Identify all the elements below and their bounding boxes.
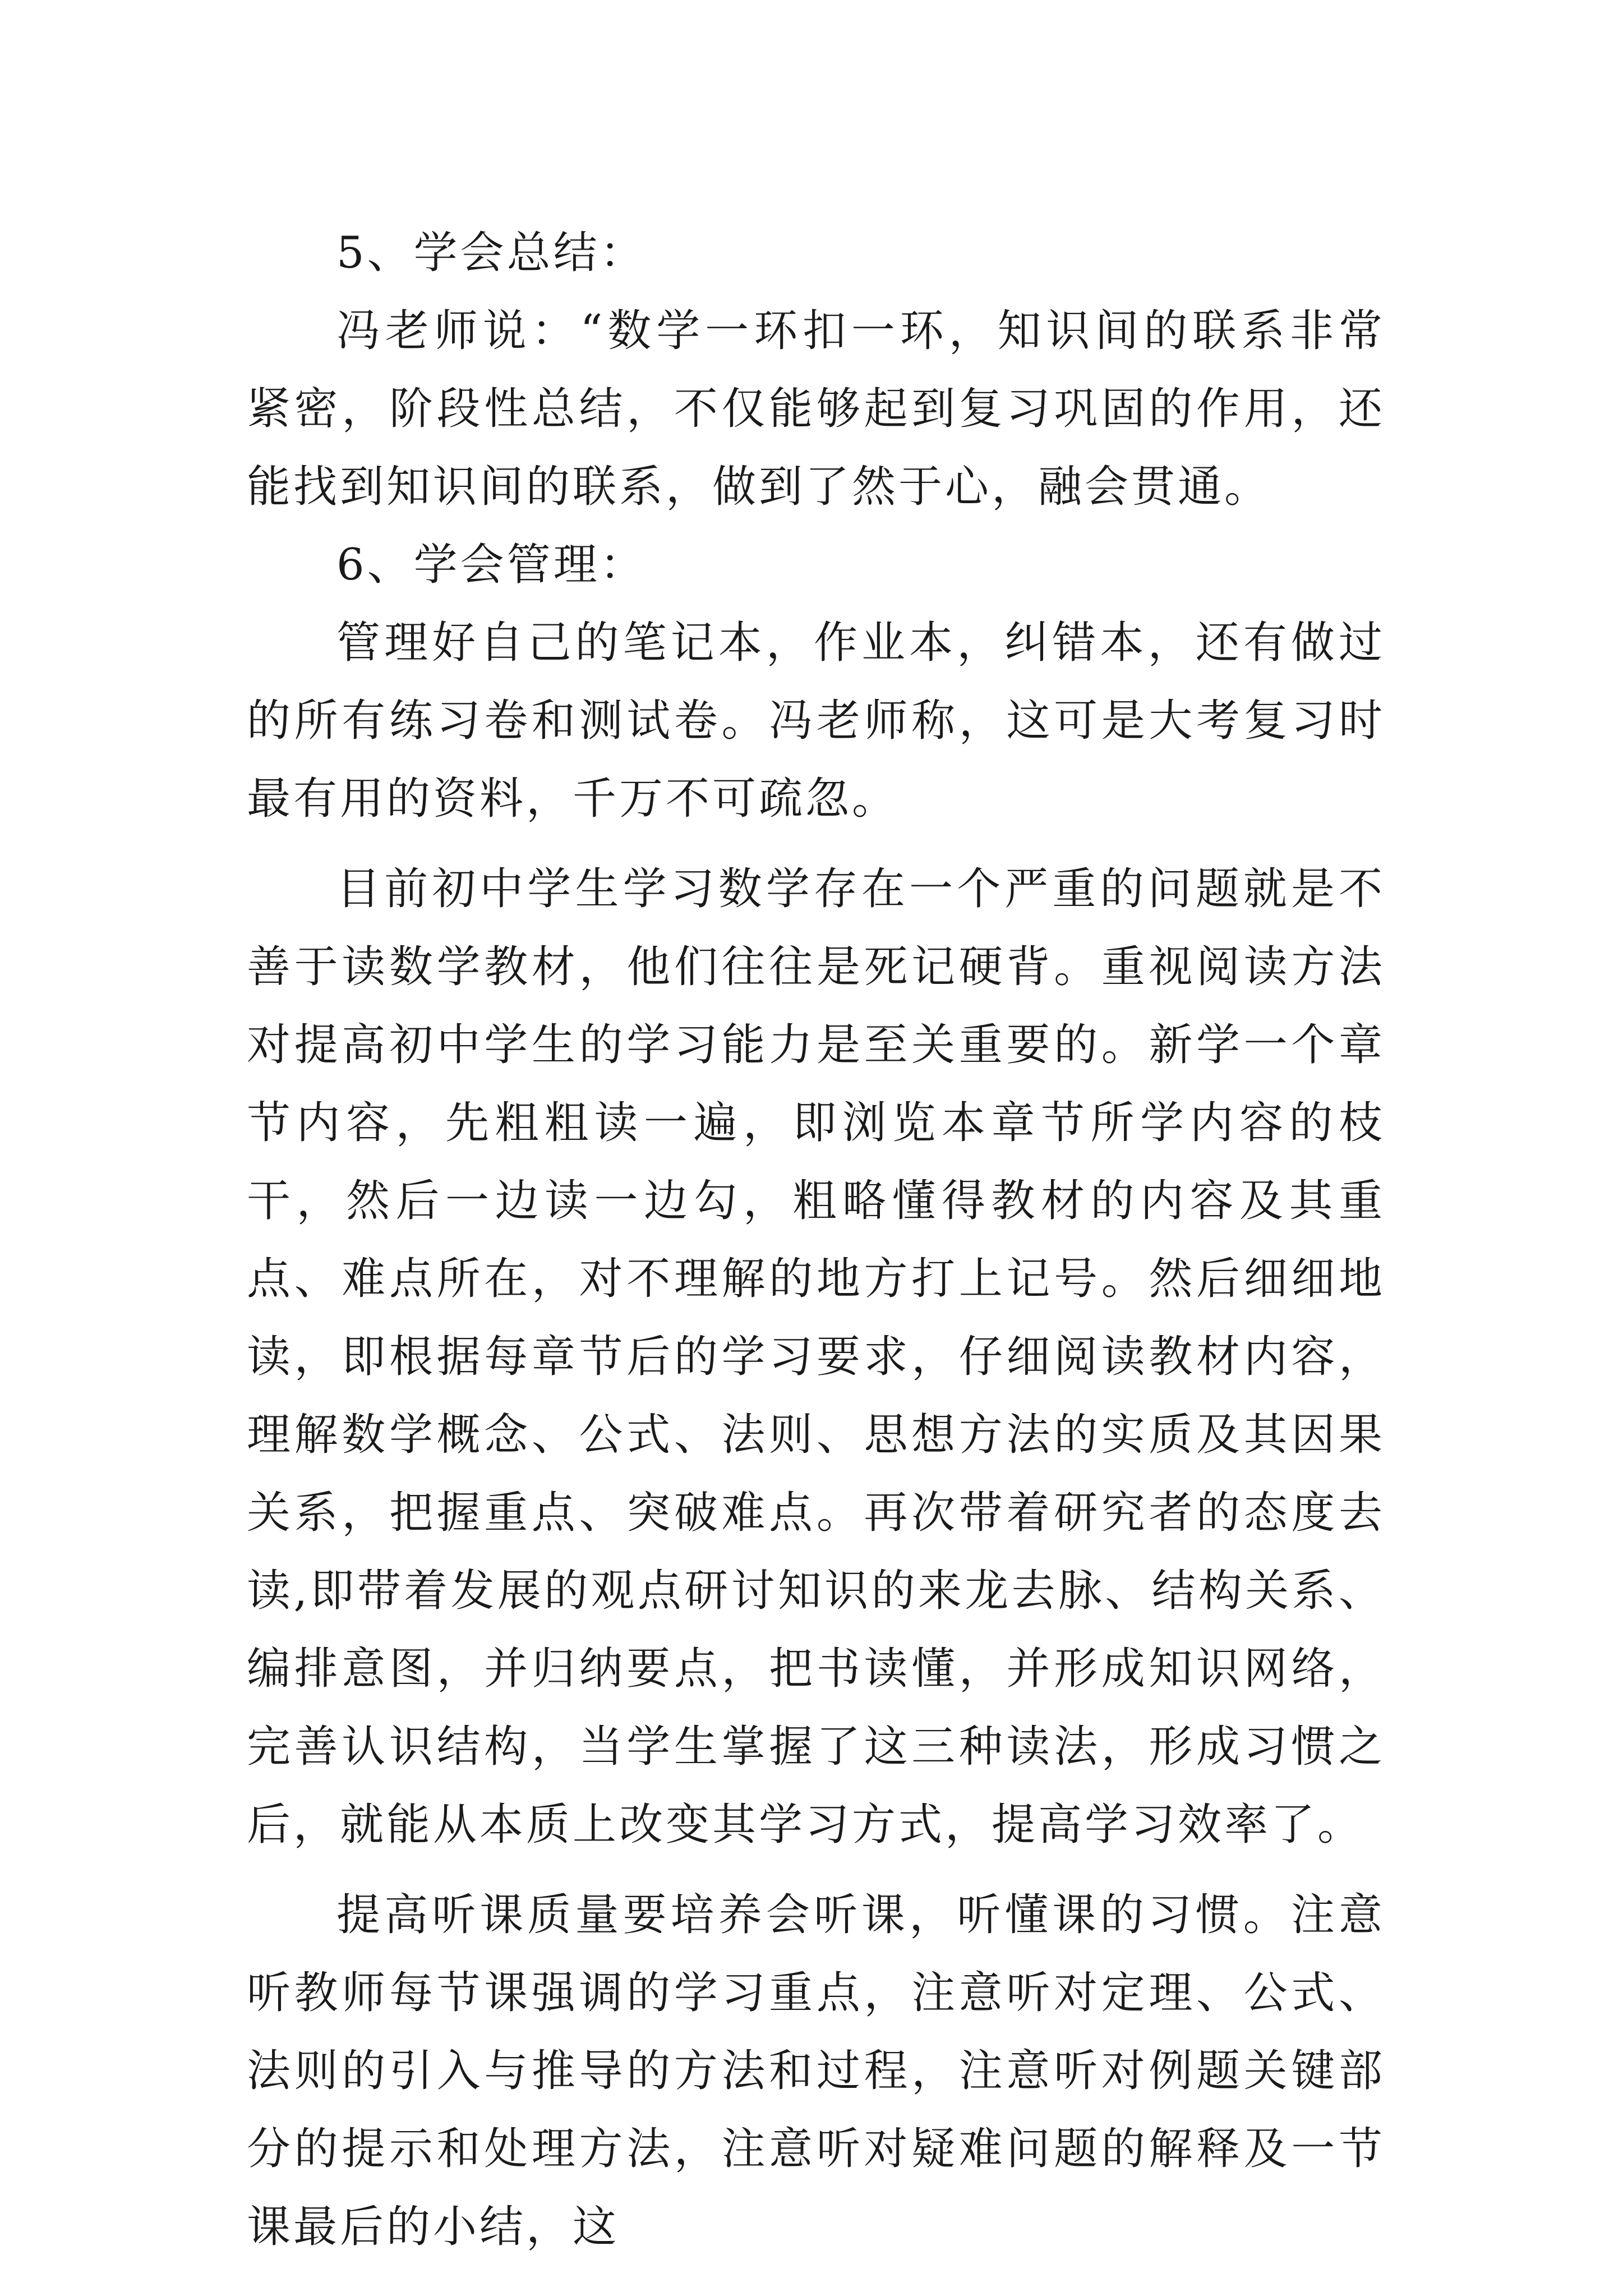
paragraph-reading: 目前初中学生学习数学存在一个严重的问题就是不善于读数学教材，他们往往是死记硬背。重视阅读方法对提高初中学生的学习能力是至关重要的。新学一个章节内容，先粗粗读一遍，即浏览本章节所学内容的枝干，然后一边读一边勾，粗略懂得教材的内容及其重点、难点所在，对不理解的地方打上记号。然后细细地读，即根据每章节后的学习要求，仔细阅读教材内容，理解数学概念、公式、法则、思想方法的实质及其因果关系，把握重点、突破难点。再次带着研究者的态度去读,即带着发展的观点研讨知识的来龙去脉、结构关系、编排意图，并归纳要点，把书读懂，并形成知识网络，完善认识结构，当学生掌握了这三种读法，形成习惯之后，就能从本质上改变其学习方式，提高学习效率了。 xyxy=(247,864,1385,1850)
paragraph-listening: 提高听课质量要培养会听课，听懂课的习惯。注意听教师每节课强调的学习重点，注意听对定理、公式、法则的引入与推导的方法和过程，注意听对例题关键部分的提示和处理方法，注意听对疑难问题的解释及一节课最后的小结，这 xyxy=(247,1890,1385,2252)
heading-management: 6、学会管理： xyxy=(336,540,647,590)
heading-summary: 5、学会总结： xyxy=(336,228,647,278)
paragraph-summary: 冯老师说：“数学一环扣一环，知识间的联系非常紧密，阶段性总结，不仅能够起到复习巩固的作用，还能找到知识间的联系，做到了然于心，融会贯通。 xyxy=(247,306,1385,512)
document-body xyxy=(247,214,1385,2266)
paragraph-management: 管理好自己的笔记本，作业本，纠错本，还有做过的所有练习卷和测试卷。冯老师称，这可是大考复习时最有用的资料，千万不可疏忽。 xyxy=(247,618,1385,824)
